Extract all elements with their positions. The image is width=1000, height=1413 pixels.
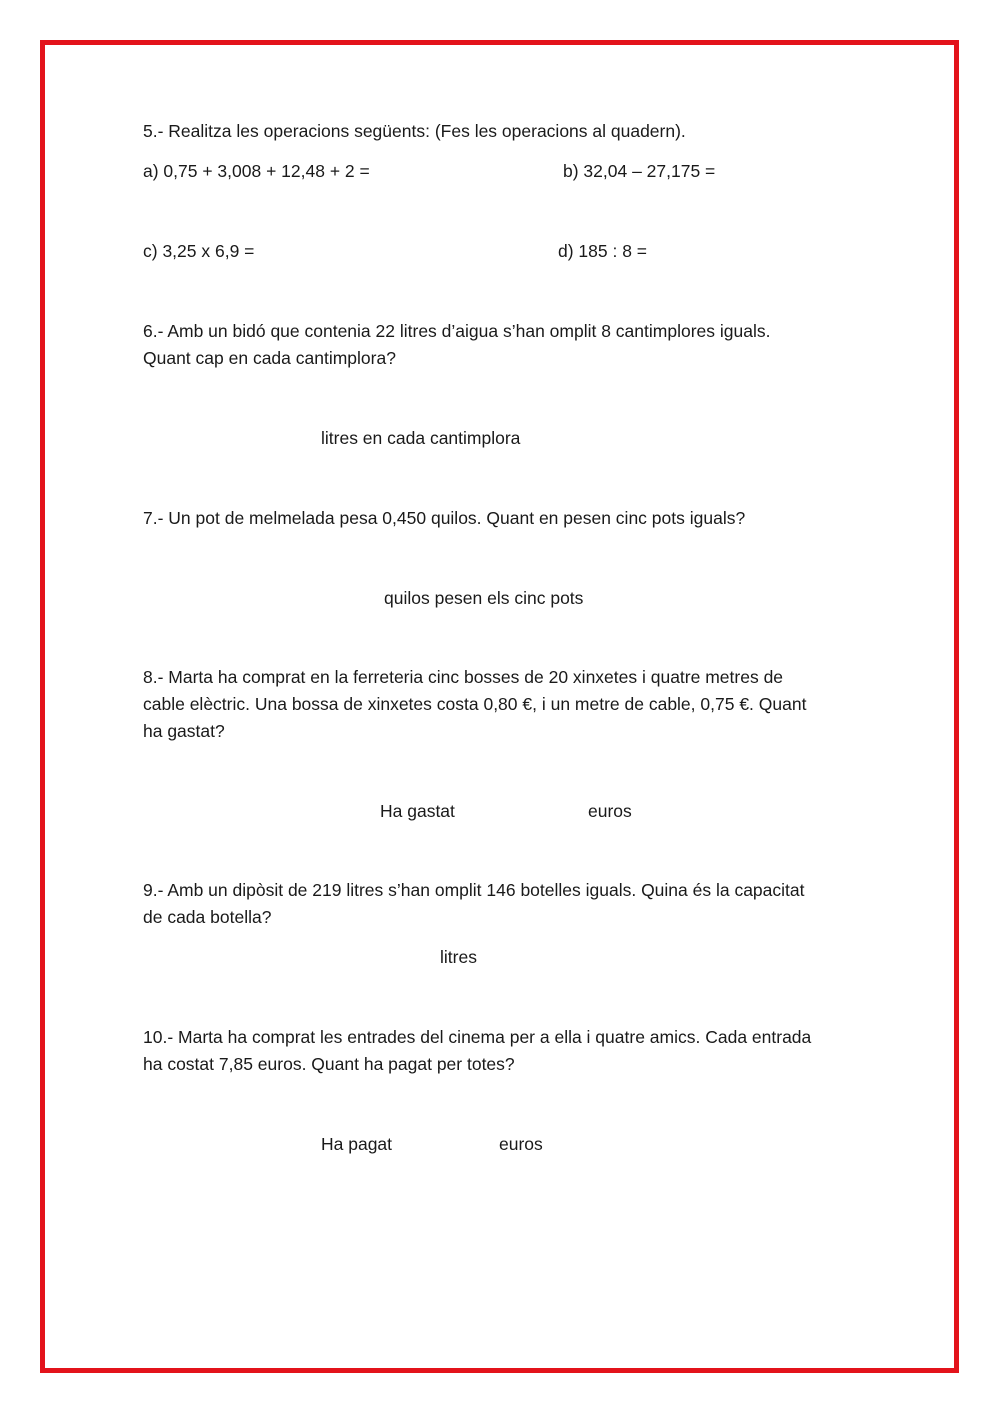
q5-operation-d: d) 185 : 8 = xyxy=(558,241,648,261)
q7-question: 7.- Un pot de melmelada pesa 0,450 quilos. Quant en pesen cinc pots iguals? xyxy=(143,508,746,528)
q10-line: ha costat 7,85 euros. Quant ha pagat per totes? xyxy=(143,1054,515,1074)
q5-operation-b: b) 32,04 – 27,175 = xyxy=(563,161,716,181)
q5-operation-a: a) 0,75 + 3,008 + 12,48 + 2 = xyxy=(143,161,370,181)
q7-answer-label: quilos pesen els cinc pots xyxy=(384,588,584,608)
q6-question xyxy=(143,318,863,372)
q8-question xyxy=(143,664,863,745)
q9-line: 9.- Amb un dipòsit de 219 litres s’han omplit 146 botelles iguals. Quina és la capacitat xyxy=(143,880,805,900)
q9-question xyxy=(143,877,863,931)
q9-line: de cada botella? xyxy=(143,907,272,927)
q8-line: cable elèctric. Una bossa de xinxetes costa 0,80 €, i un metre de cable, 0,75 €. Quant xyxy=(143,694,807,714)
q10-line: 10.- Marta ha comprat les entrades del cinema per a ella i quatre amics. Cada entrada xyxy=(143,1027,812,1047)
q8-answer-suffix: euros xyxy=(588,801,632,821)
q6-line: 6.- Amb un bidó que contenia 22 litres d’aigua s’han omplit 8 cantimplores iguals. xyxy=(143,321,771,341)
q10-answer-prefix: Ha pagat xyxy=(321,1134,393,1154)
q5-operation-c: c) 3,25 x 6,9 = xyxy=(143,241,255,261)
q5-title: 5.- Realitza les operacions següents: (Fes les operacions al quadern). xyxy=(143,121,686,141)
q8-line: 8.- Marta ha comprat en la ferreteria cinc bosses de 20 xinxetes i quatre metres de xyxy=(143,667,784,687)
q8-answer-prefix: Ha gastat xyxy=(380,801,455,821)
q10-question xyxy=(143,1024,863,1078)
q8-line: ha gastat? xyxy=(143,721,225,741)
q6-line: Quant cap en cada cantimplora? xyxy=(143,348,396,368)
q9-answer-label: litres xyxy=(440,947,477,967)
q10-answer-suffix: euros xyxy=(499,1134,543,1154)
q6-answer-label: litres en cada cantimplora xyxy=(321,428,521,448)
